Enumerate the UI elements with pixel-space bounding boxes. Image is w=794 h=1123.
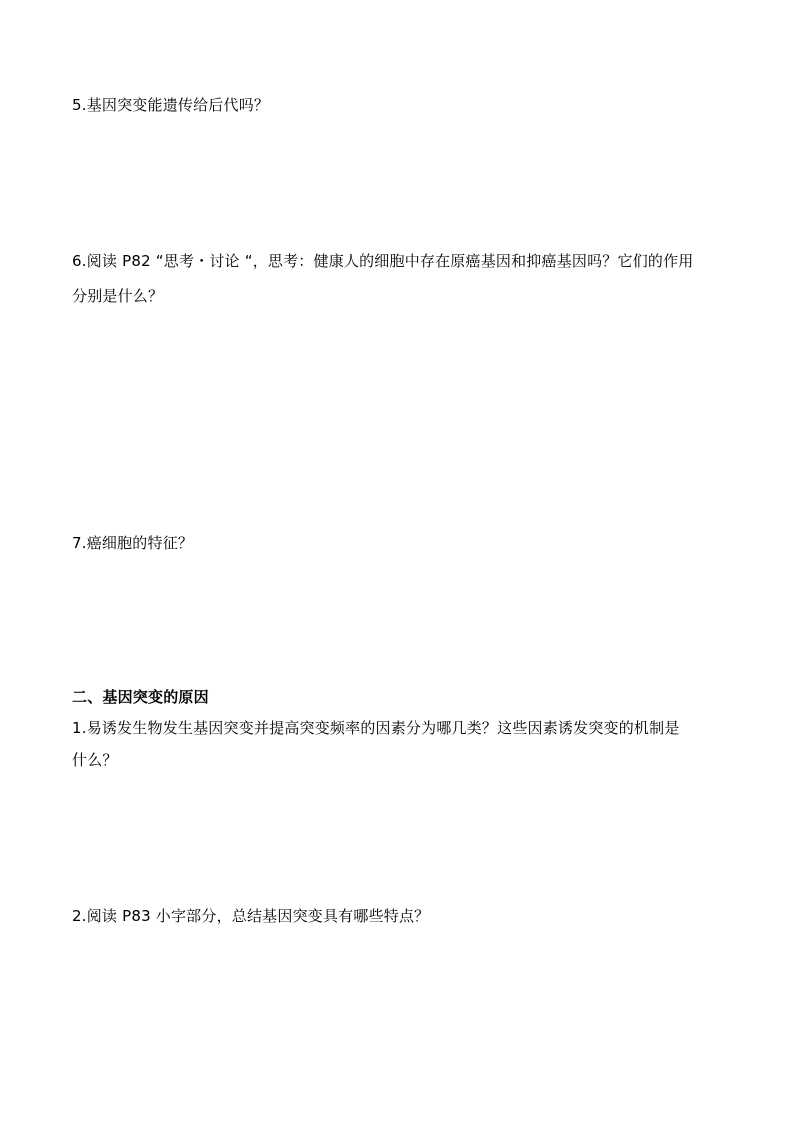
section2-question-1-line-2: 什么？ — [72, 751, 118, 769]
question-5: 5.基因突变能遗传给后代吗？ — [72, 96, 270, 114]
section-heading: 二、基因突变的原因 — [72, 688, 209, 706]
section2-question-1-line-1: 1.易诱发生物发生基因突变并提高突变频率的因素分为哪几类？这些因素诱发突变的机制是 — [72, 719, 680, 737]
section2-question-2: 2.阅读 P83 小字部分，总结基因突变具有哪些特点？ — [72, 907, 430, 925]
question-6-line-2: 分别是什么？ — [72, 287, 164, 305]
question-7: 7.癌细胞的特征？ — [72, 534, 194, 552]
question-6-line-1: 6.阅读 P82 “思考・讨论 “，思考：健康人的细胞中存在原癌基因和抑癌基因吗？它们的作用 — [72, 252, 694, 270]
